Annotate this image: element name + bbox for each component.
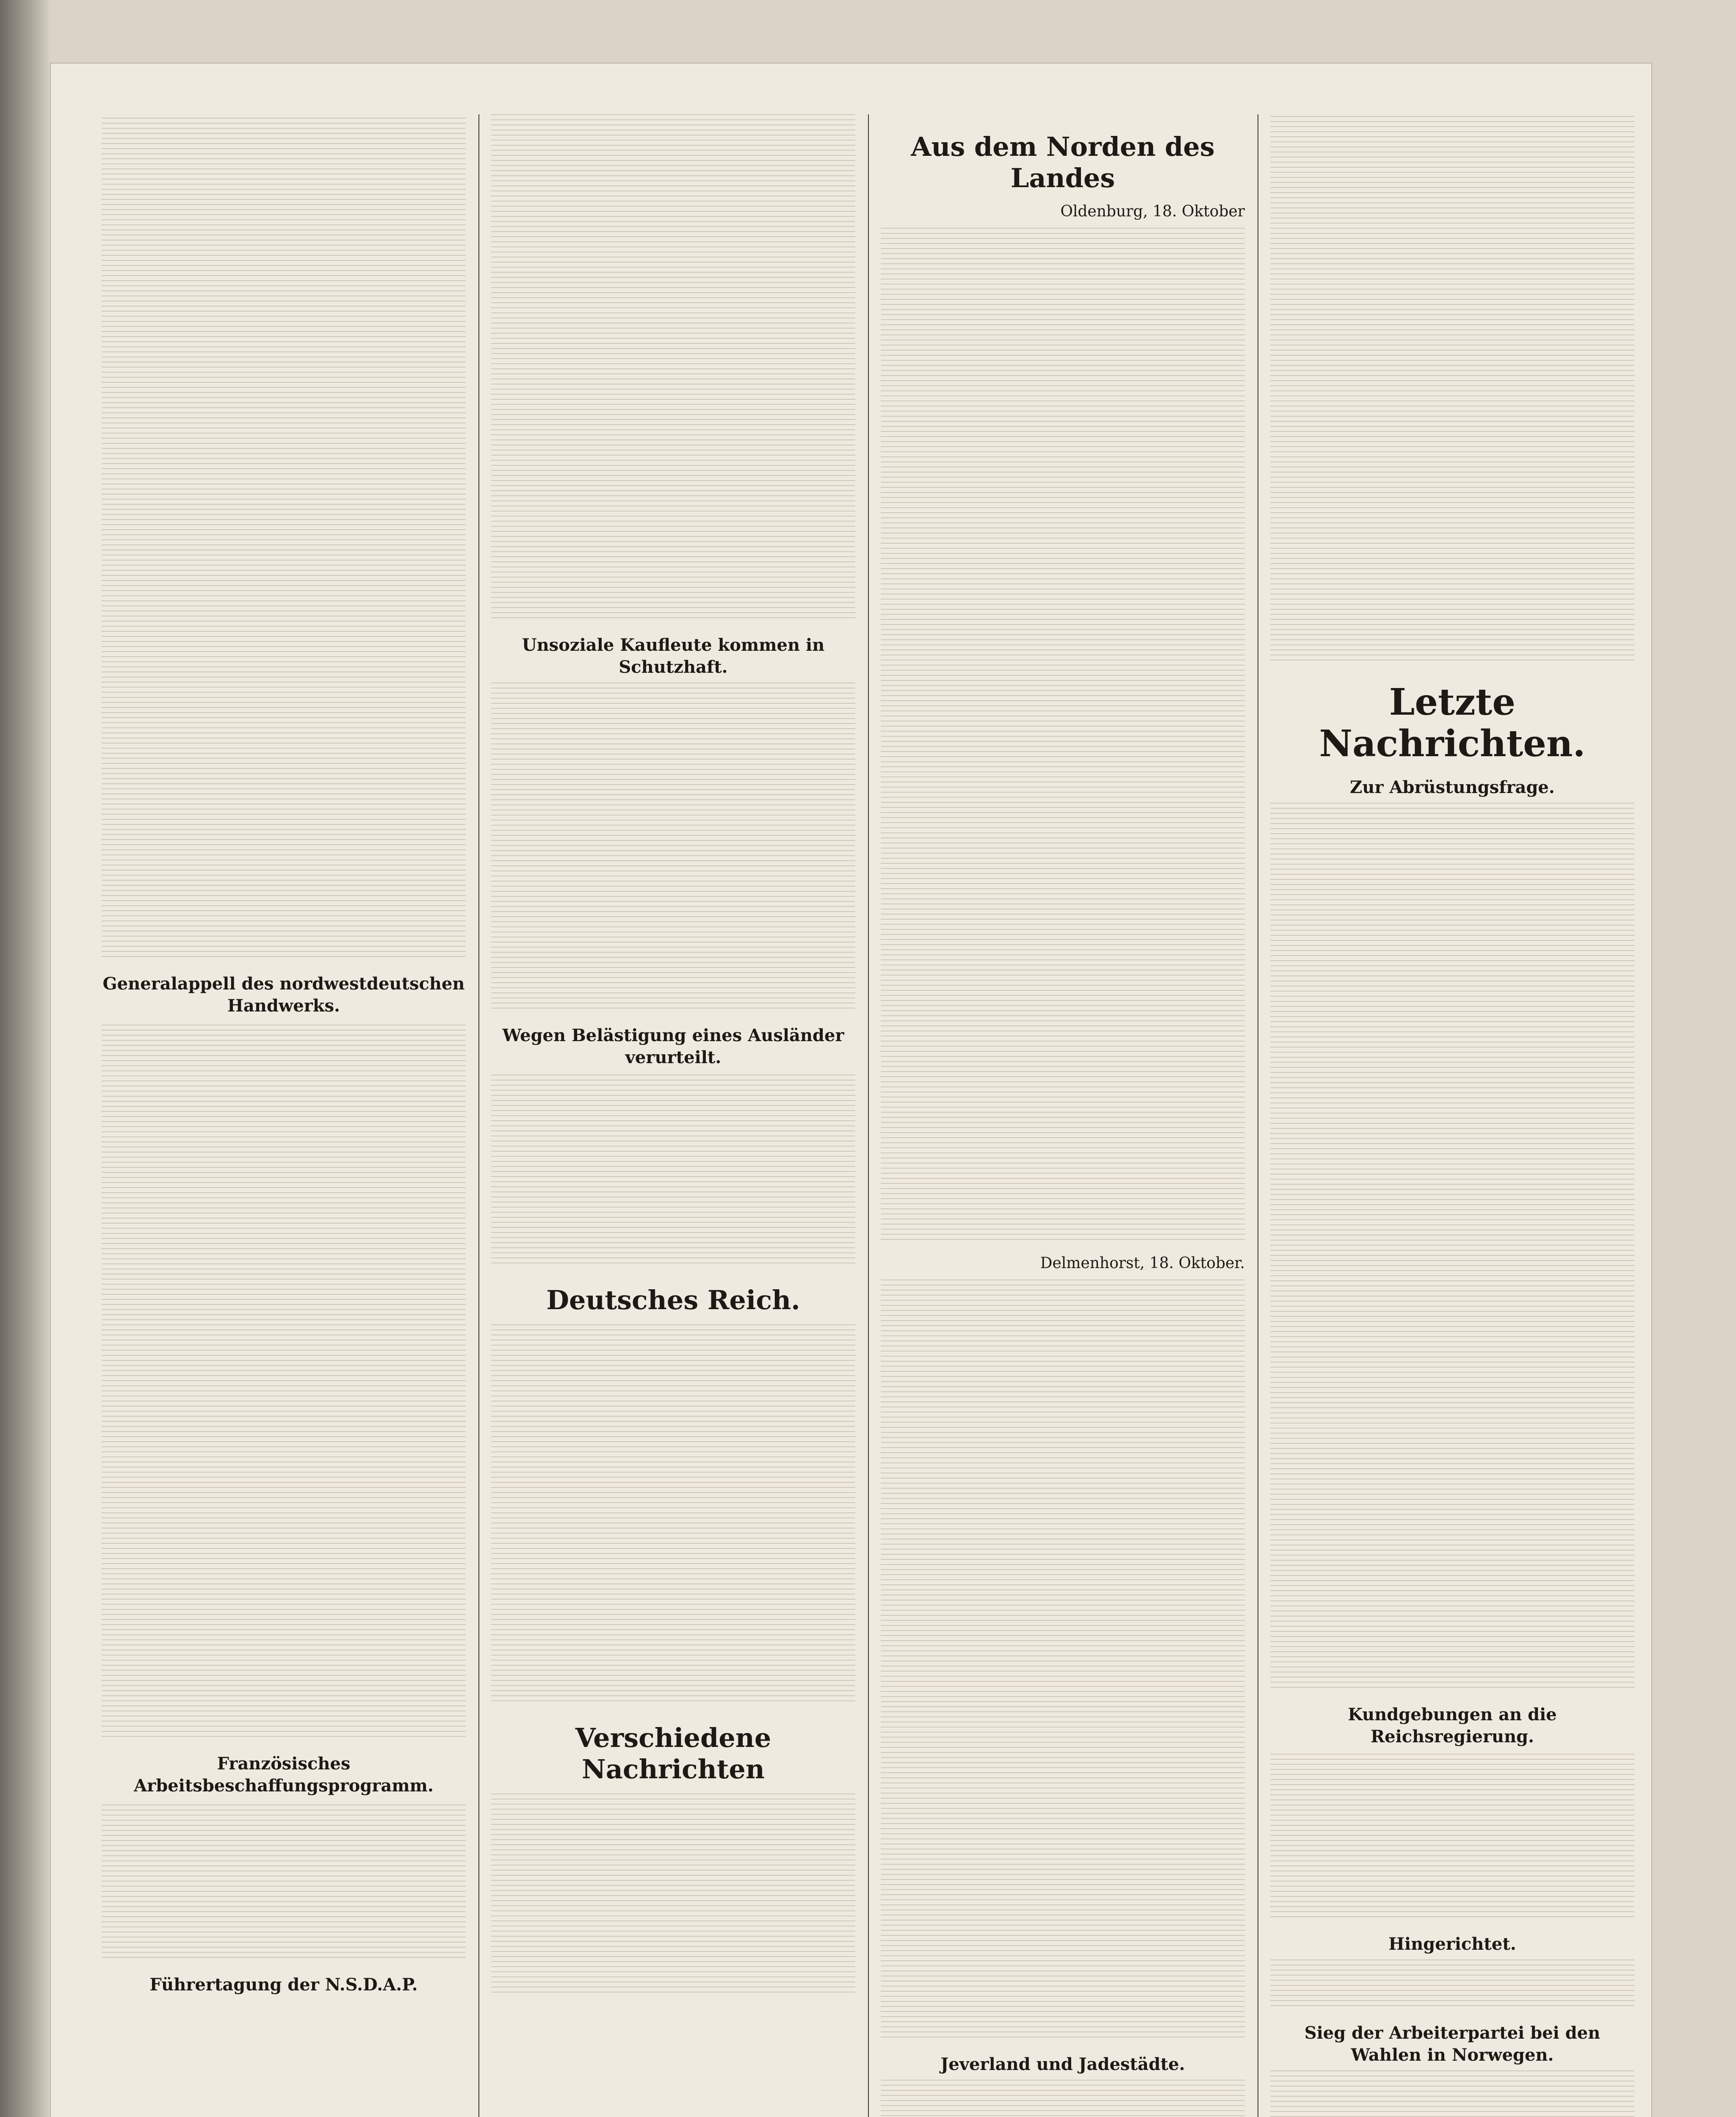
heading-verschiedene: Verschiedene Nachrichten [575, 1722, 771, 1785]
heading-norwegen: Sieg der Arbeiterpartei bei den Wahlen in Norwegen. [1304, 2023, 1601, 2065]
column-rule [478, 114, 479, 2117]
heading-hingerichtet: Hingerichtet. [1388, 1934, 1516, 1954]
heading-letzte-nachrichten: Letzte Nachrichten. [1319, 681, 1586, 765]
text-block [881, 2080, 1245, 2117]
text-block [491, 1073, 855, 1268]
text-block [102, 114, 466, 961]
heading-deutsches-reich: Deutsches Reich. [546, 1285, 800, 1316]
text-block [881, 1280, 1245, 2042]
heading-belaestigung: Wegen Belästigung eines Ausländer verurteilt. [502, 1025, 844, 1067]
text-block [491, 1324, 855, 1705]
dateline-delmenhorst: Delmenhorst, 18. Oktober. [1040, 1255, 1245, 1272]
heading-abruestung: Zur Abrüstungsfrage. [1350, 777, 1555, 797]
heading-frankreich: Französisches Arbeitsbeschaffungsprogramm. [134, 1754, 434, 1796]
heading-fuehrertagung: Führertagung der N.S.D.A.P. [149, 1975, 418, 1995]
column-2 [491, 114, 855, 2117]
heading-kundgebungen: Kundgebungen an die Reichsregierung. [1348, 1705, 1557, 1747]
text-block [102, 1021, 466, 1741]
column-rule [868, 114, 869, 2117]
text-block [491, 114, 855, 622]
dateline-oldenburg: Oldenburg, 18. Oktober [1060, 203, 1245, 220]
text-block [1270, 2070, 1634, 2117]
text-block [881, 228, 1245, 1244]
text-block [1270, 1959, 1634, 2010]
heading-jeverland: Jeverland und Jadestädte. [940, 2054, 1185, 2074]
heading-norden: Aus dem Norden des Landes [911, 131, 1215, 193]
text-block [491, 683, 855, 1013]
text-block [491, 1794, 855, 1997]
heading-unsozial: Unsoziale Kaufleute kommen in Schutzhaft. [522, 635, 825, 677]
text-block [1270, 803, 1634, 1692]
text-block [1270, 1752, 1634, 1921]
column-1 [102, 114, 466, 2117]
heading-appell: Generalappell des nordwestdeutschen Handwerks. [102, 974, 465, 1016]
column-3 [881, 114, 1245, 2117]
column-4 [1270, 114, 1634, 2117]
text-block [1270, 114, 1634, 665]
binding-edge [0, 0, 51, 2117]
newspaper-page [51, 64, 1651, 2117]
text-block [102, 1801, 466, 1962]
